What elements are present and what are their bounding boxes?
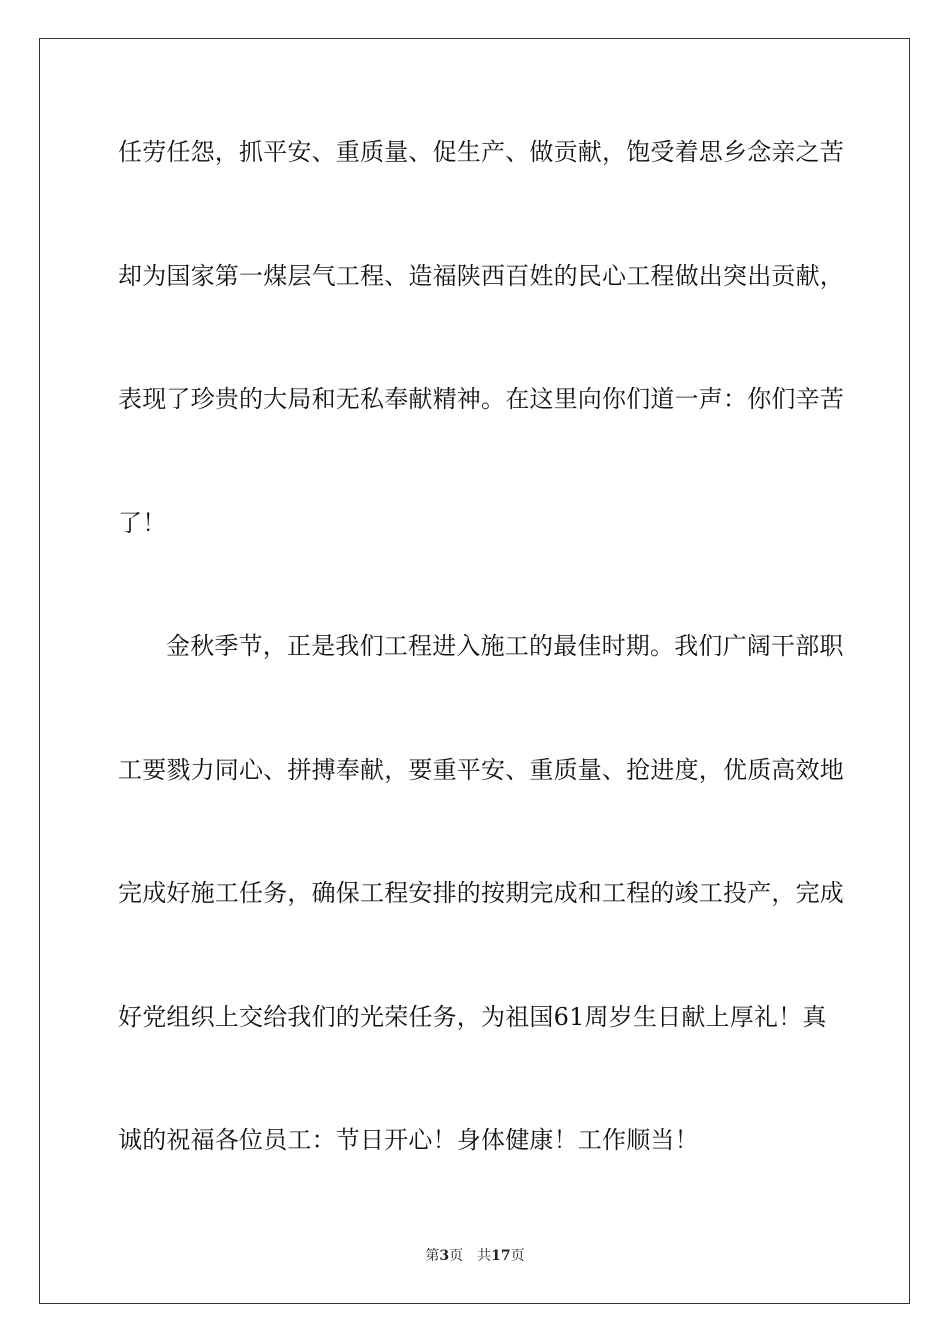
- text-line: 表现了珍贵的大局和无私奉献精神。在这里向你们道一声：你们辛苦: [118, 385, 844, 413]
- page-number-label: [425, 1248, 463, 1264]
- total-suffix: 页: [510, 1248, 525, 1264]
- text-line: 完成好施工任务，确保工程安排的按期完成和工程的竣工投产，完成: [118, 879, 844, 907]
- page-suffix: 页: [449, 1248, 464, 1264]
- text-line: 工要戮力同心、拼搏奉献，要重平安、重质量、抢进度，优质高效地: [118, 756, 844, 784]
- total-prefix: 共: [477, 1248, 492, 1264]
- page-prefix: 第: [425, 1248, 440, 1264]
- text-line: 却为国家第一煤层气工程、造福陕西百姓的民心工程做出突出贡献，: [118, 262, 844, 290]
- text-line: 金秋季节，正是我们工程进入施工的最佳时期。我们广阔干部职: [166, 632, 844, 660]
- text-line: 好党组织上交给我们的光荣任务，为祖国61周岁生日献上厚礼！真: [118, 1003, 827, 1031]
- text-line: 任劳任怨，抓平安、重质量、促生产、做贡献，饱受着思乡念亲之苦: [118, 138, 844, 166]
- text-line: 诚的祝福各位员工：节日开心！身体健康！工作顺当！: [118, 1126, 699, 1154]
- page-border: [39, 38, 910, 1304]
- text-line: 了！: [118, 509, 167, 537]
- page-total-label: [477, 1248, 524, 1264]
- page-footer: [0, 1247, 950, 1265]
- page-number: 3: [439, 1248, 450, 1264]
- total-pages: 17: [491, 1248, 511, 1264]
